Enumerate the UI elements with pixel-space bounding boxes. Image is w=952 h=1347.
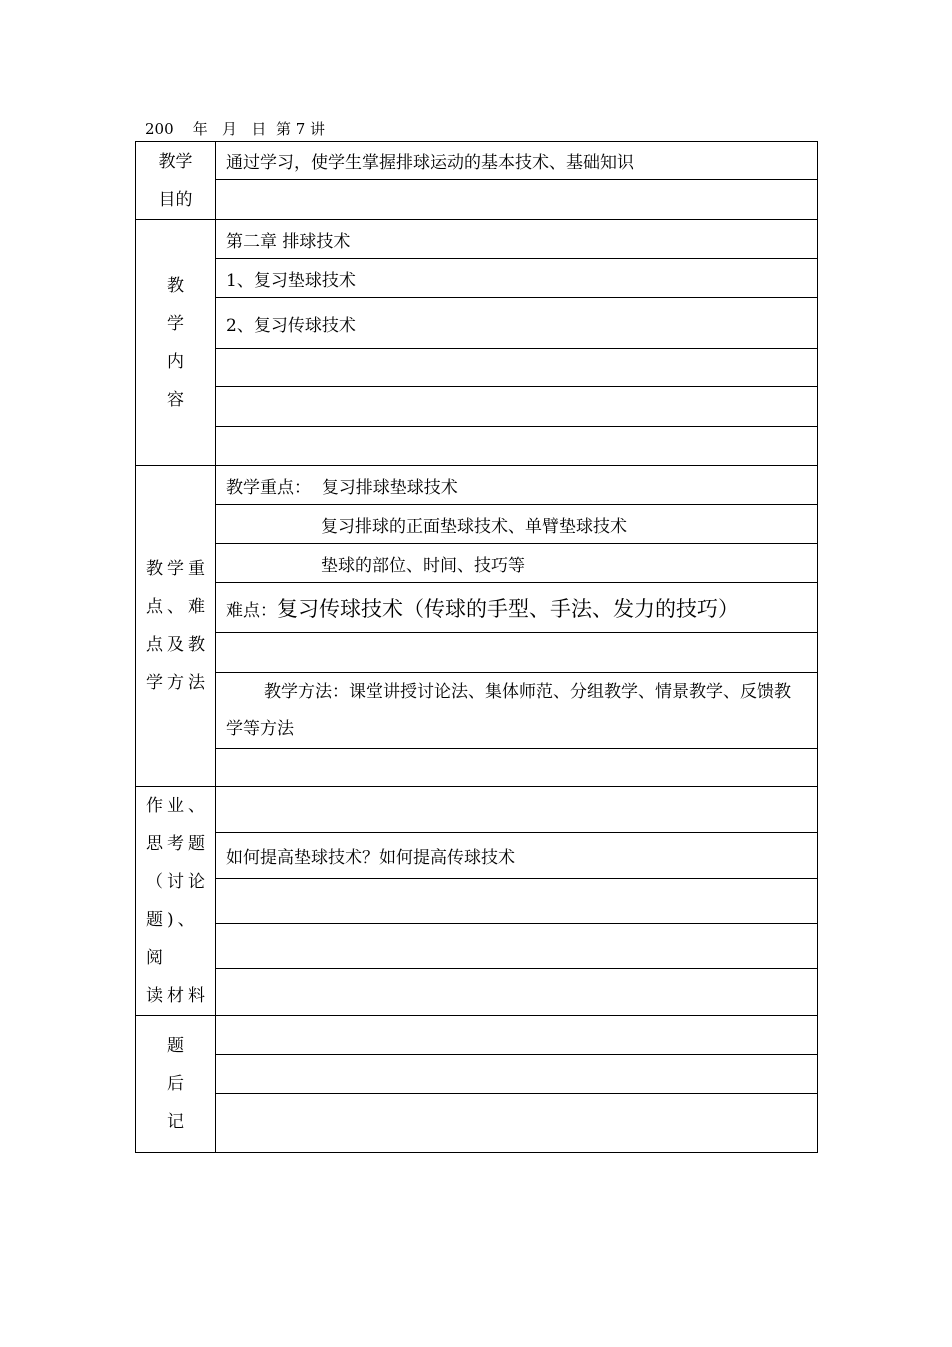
difficulty-cell <box>216 583 818 633</box>
focus-detail-row <box>136 544 818 583</box>
content-chapter: 第二章 排球技术 <box>216 220 818 259</box>
content-item2: 2、复习传球技术 <box>216 298 818 349</box>
homework-blank-row <box>136 787 818 833</box>
content-item1: 1、复习垫球技术 <box>216 259 818 298</box>
content-blank-row <box>136 349 818 387</box>
header-month-unit: 月 <box>222 120 238 138</box>
keypoints-blank-row <box>136 749 818 787</box>
content-blank-row <box>136 387 818 427</box>
focus-text: 复习排球垫球技术 <box>321 477 458 498</box>
keypoints-blank-row <box>136 633 818 673</box>
content-blank-row <box>136 427 818 466</box>
homework-text: 如何提高垫球技术？如何提高传球技术 <box>216 833 818 878</box>
header-day-unit: 日 <box>251 120 267 138</box>
postscript-label: 题 后 记 <box>136 1016 216 1153</box>
homework-blank-row <box>136 924 818 969</box>
focus-detail2: 垫球的部位、时间、技巧等 <box>216 544 818 583</box>
focus-detail-row <box>136 505 818 544</box>
lesson-header <box>145 118 325 139</box>
objective-blank-row <box>136 180 818 220</box>
method-row <box>136 673 818 749</box>
homework-blank-row <box>136 878 818 923</box>
lesson-plan-table <box>135 141 818 1153</box>
homework-label: 作业、 思考题 （讨论 题)、阅 读材料 <box>136 787 216 1016</box>
homework-blank-row <box>136 969 818 1016</box>
difficulty-text: 复习传球技术（传球的手型、手法、发力的技巧） <box>277 596 739 621</box>
focus-detail1: 复习排球的正面垫球技术、单臂垫球技术 <box>216 505 818 544</box>
header-lecture: 第 7 讲 <box>275 120 326 138</box>
postscript-row <box>136 1055 818 1094</box>
keypoints-label: 教学重 点、难 点及教 学方法 <box>136 466 216 787</box>
focus-label: 教学重点： <box>226 477 311 498</box>
postscript-row <box>136 1094 818 1153</box>
objective-label: 教学 目的 <box>136 142 216 220</box>
header-year: 200 <box>145 120 174 138</box>
content-label: 教 学 内 容 <box>136 220 216 466</box>
content-item-row <box>136 259 818 298</box>
header-year-unit: 年 <box>192 120 208 138</box>
difficulty-label: 难点： <box>226 600 277 621</box>
objective-row <box>136 142 818 180</box>
homework-row <box>136 833 818 878</box>
focus-cell <box>216 466 818 505</box>
content-item-row <box>136 298 818 349</box>
objective-text: 通过学习，使学生掌握排球运动的基本技术、基础知识 <box>216 142 818 180</box>
difficulty-row <box>136 583 818 633</box>
focus-row <box>136 466 818 505</box>
content-chapter-row <box>136 220 818 259</box>
method-text: 教学方法：课堂讲授讨论法、集体师范、分组教学、情景教学、反馈教学等方法 <box>216 673 818 749</box>
postscript-row <box>136 1016 818 1055</box>
